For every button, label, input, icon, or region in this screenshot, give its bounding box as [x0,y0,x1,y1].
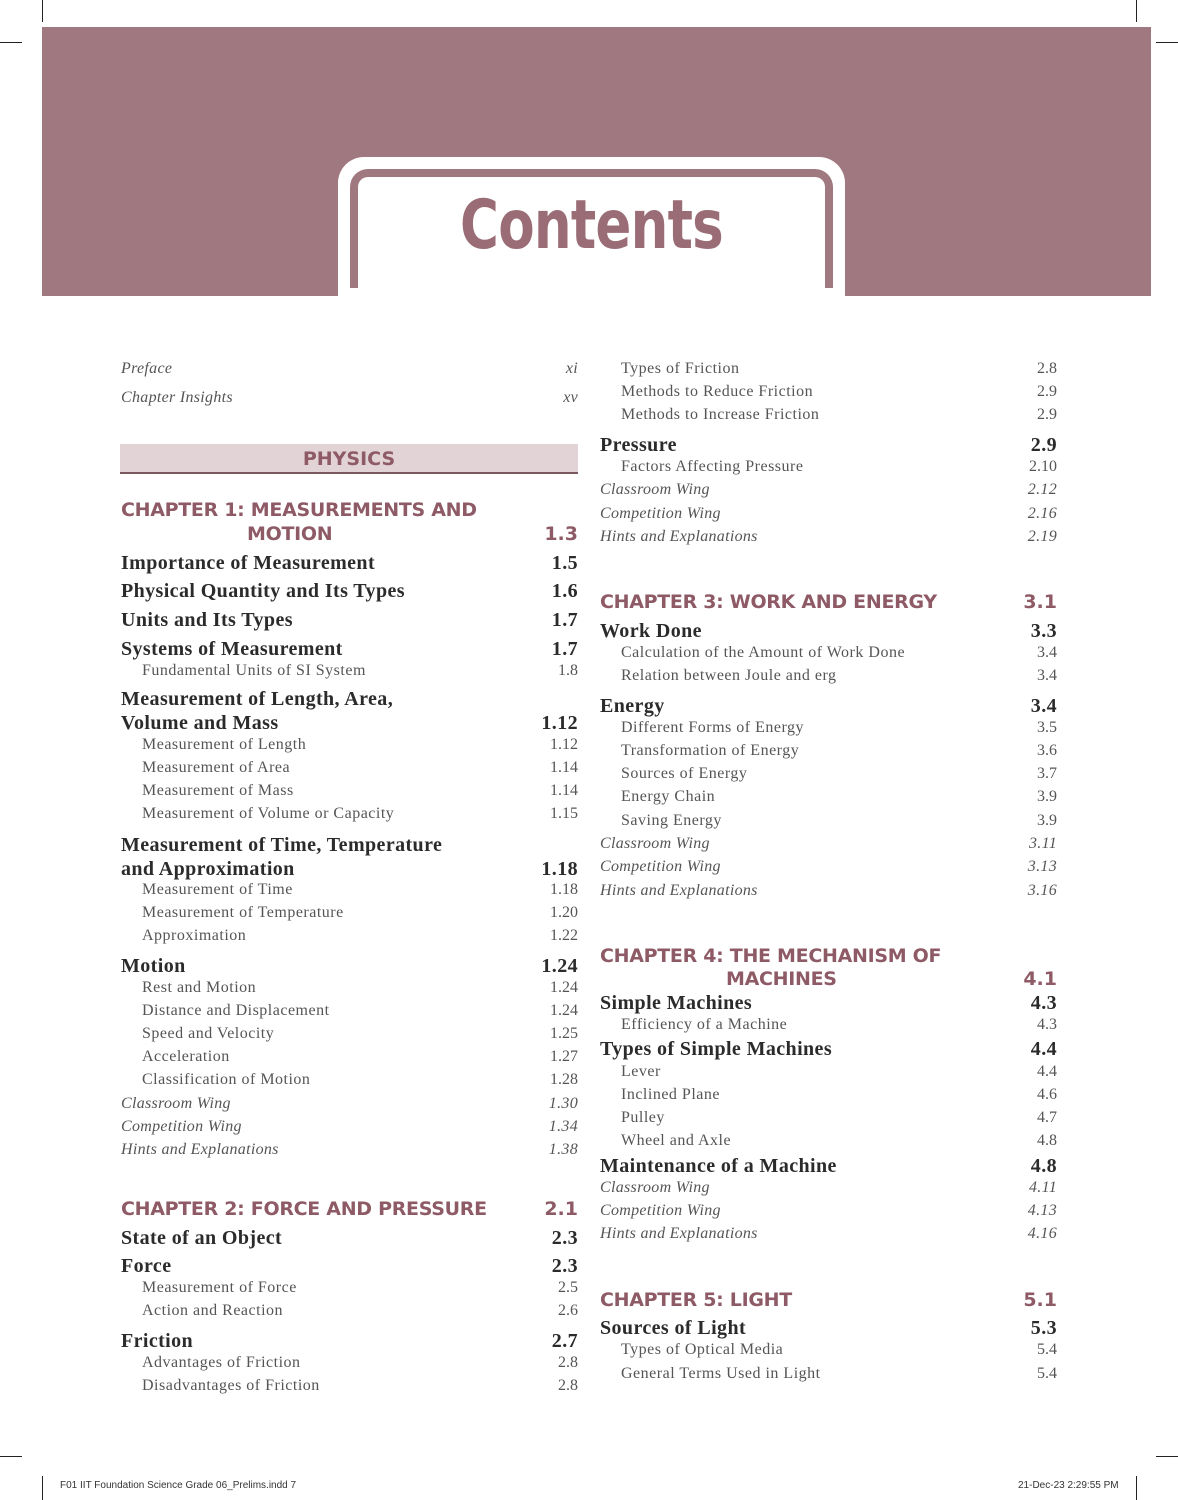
toc-entry-page: 3.6 [1037,742,1057,759]
toc-entry-title: Measurement of Volume or Capacity [142,805,395,822]
toc-entry-page: 2.8 [1037,360,1057,377]
toc-entry [121,389,578,413]
toc-entry-title: Acceleration [142,1048,230,1065]
toc-entry-page: 1.24 [541,955,578,977]
toc-entry [121,736,578,760]
toc-entry-page: 4.16 [1027,1225,1057,1242]
toc-entry-title: Hints and Explanations [121,1141,279,1158]
toc-entry-title: MACHINES [726,968,837,990]
toc-right-column [600,360,1057,1410]
toc-entry-page: 3.4 [1037,644,1057,661]
toc-entry-title: Systems of Measurement [121,638,343,660]
toc-entry [600,1155,1057,1179]
toc-entry-title: CHAPTER 1: MEASUREMENTS AND [121,499,477,521]
toc-entry [600,1016,1057,1040]
toc-entry-page: 4.8 [1037,1132,1057,1149]
toc-entry-page: 5.1 [1023,1289,1057,1311]
toc-entry-page: 3.4 [1030,695,1057,717]
toc-entry-title: Maintenance of a Machine [600,1155,837,1177]
toc-entry-title: Sources of Light [600,1317,747,1339]
toc-entry [600,1109,1057,1133]
toc-entry [600,591,1057,615]
toc-entry [121,1025,578,1049]
toc-entry [600,788,1057,812]
toc-entry-page: 4.6 [1037,1086,1057,1103]
toc-entry-title: Approximation [142,927,247,944]
toc-entry-title: Types of Friction [621,360,740,377]
toc-entry-page: 1.22 [550,927,578,944]
toc-entry [121,499,578,523]
toc-entry [600,1063,1057,1087]
toc-entry-title: Classroom Wing [600,1179,710,1196]
toc-entry [121,927,578,951]
toc-entry-page: 1.3 [544,523,578,545]
toc-entry [600,481,1057,505]
toc-entry-title: General Terms Used in Light [621,1365,821,1382]
toc-entry-page: xi [565,360,578,377]
toc-entry-page: 2.7 [551,1330,578,1352]
toc-entry-page: 2.5 [558,1279,578,1296]
toc-entry [600,882,1057,906]
toc-entry-title: Methods to Reduce Friction [621,383,814,400]
toc-entry [600,1289,1057,1313]
toc-entry-page: 1.28 [550,1071,578,1088]
toc-entry [121,1095,578,1119]
toc-entry [121,1354,578,1378]
toc-entry [600,992,1057,1016]
toc-entry-title: Saving Energy [621,812,722,829]
toc-entry-page: 3.7 [1037,765,1057,782]
toc-entry [600,528,1057,552]
toc-entry [121,1198,578,1222]
toc-entry [600,406,1057,430]
toc-entry-page: 2.6 [558,1302,578,1319]
toc-entry [600,383,1057,407]
toc-entry [121,805,578,829]
toc-entry-page: 5.4 [1037,1365,1057,1382]
toc-entry-title: Factors Affecting Pressure [621,458,804,475]
toc-entry [600,1202,1057,1226]
toc-entry-title: Methods to Increase Friction [621,406,820,423]
toc-entry-title: Hints and Explanations [600,528,758,545]
toc-entry-title: Chapter Insights [121,389,233,406]
toc-entry-page: 3.13 [1027,858,1057,875]
toc-entry-page: 2.9 [1037,383,1057,400]
toc-entry-title: Distance and Displacement [142,1002,330,1019]
toc-entry-title: Force [121,1255,172,1277]
toc-entry-title: Units and Its Types [121,609,293,631]
toc-entry-title: Work Done [600,620,702,642]
toc-entry-title: Energy Chain [621,788,716,805]
toc-entry-page: 1.5 [551,552,578,574]
toc-entry-title: Transformation of Energy [621,742,800,759]
crop-mark [1136,0,1137,22]
toc-entry-page: 2.9 [1037,406,1057,423]
toc-entry-title: Fundamental Units of SI System [142,662,366,679]
toc-entry-page: 1.8 [558,662,578,679]
toc-entry [121,360,578,384]
toc-entry-title: Pressure [600,434,677,456]
toc-entry-page: 4.1 [1023,968,1057,990]
toc-entry-title: Simple Machines [600,992,753,1014]
toc-entry [121,1227,578,1251]
toc-entry [121,1118,578,1142]
toc-entry-title: Measurement of Temperature [142,904,344,921]
toc-entry-page: 2.12 [1027,481,1057,498]
toc-entry-page: 4.7 [1037,1109,1057,1126]
toc-entry-page: 3.9 [1037,812,1057,829]
toc-entry-page: 1.6 [551,580,578,602]
toc-entry-page: 4.4 [1037,1063,1057,1080]
toc-entry-title: CHAPTER 4: THE MECHANISM OF [600,945,942,967]
toc-entry [121,1048,578,1072]
toc-entry-title: Competition Wing [600,505,721,522]
toc-entry-page: 1.12 [541,712,578,734]
crop-mark [1156,42,1178,43]
toc-entry-title: Disadvantages of Friction [142,1377,320,1394]
toc-entry [121,858,578,882]
toc-entry-title: Advantages of Friction [142,1354,301,1371]
toc-entry-title: Relation between Joule and erg [621,667,837,684]
toc-entry-title: Action and Reaction [142,1302,284,1319]
toc-entry-page: 3.5 [1037,719,1057,736]
toc-entry-title: Measurement of Time, Temperature [121,834,443,856]
toc-entry [600,719,1057,743]
toc-entry-page: 4.3 [1037,1016,1057,1033]
toc-entry-page: 2.8 [558,1377,578,1394]
toc-entry-page: 3.4 [1037,667,1057,684]
toc-entry [121,1255,578,1279]
toc-entry-title: Classroom Wing [600,481,710,498]
toc-entry-title: Volume and Mass [121,712,279,734]
toc-entry-title: Classification of Motion [142,1071,311,1088]
toc-entry [600,812,1057,836]
toc-entry-page: 4.3 [1030,992,1057,1014]
toc-entry-title: Rest and Motion [142,979,257,996]
section-heading-physics: PHYSICS [120,444,578,474]
toc-entry-page: 2.1 [544,1198,578,1220]
toc-entry-page: 3.9 [1037,788,1057,805]
toc-entry-title: Pulley [621,1109,665,1126]
page-title: Contents [460,186,723,265]
toc-entry-page: 2.3 [551,1255,578,1277]
toc-entry [121,979,578,1003]
toc-entry [600,458,1057,482]
toc-entry [121,523,578,547]
toc-entry-page: 1.20 [550,904,578,921]
toc-entry-page: 1.14 [550,782,578,799]
toc-entry-title: Wheel and Axle [621,1132,732,1149]
toc-entry [600,765,1057,789]
toc-entry-page: 2.9 [1030,434,1057,456]
toc-entry [121,904,578,928]
toc-entry [600,1341,1057,1365]
toc-entry [121,955,578,979]
toc-entry [600,968,1057,992]
toc-entry-title: Measurement of Time [142,881,293,898]
toc-entry-title: Energy [600,695,665,717]
toc-entry [600,1365,1057,1389]
toc-entry [600,742,1057,766]
toc-entry-title: Competition Wing [121,1118,242,1135]
toc-entry [600,505,1057,529]
toc-entry [600,434,1057,458]
toc-entry-page: 1.18 [541,858,578,880]
toc-entry-title: Competition Wing [600,1202,721,1219]
toc-entry-page: 1.15 [550,805,578,822]
toc-entry-page: 3.11 [1028,835,1057,852]
toc-entry-title: Different Forms of Energy [621,719,804,736]
toc-entry-page: 1.27 [550,1048,578,1065]
toc-entry [121,1330,578,1354]
toc-entry-page: 1.30 [548,1095,578,1112]
toc-entry [121,688,578,712]
toc-entry-title: Friction [121,1330,194,1352]
toc-entry-page: 1.12 [550,736,578,753]
crop-mark [42,0,43,22]
toc-entry-page: 2.10 [1029,458,1057,475]
toc-entry [600,1132,1057,1156]
toc-entry-title: MOTION [247,523,333,545]
toc-entry [121,609,578,633]
toc-entry-title: Types of Optical Media [621,1341,784,1358]
toc-entry-title: Classroom Wing [600,835,710,852]
toc-entry-page: 5.3 [1030,1317,1057,1339]
crop-mark [0,42,22,43]
toc-entry-title: Measurement of Area [142,759,291,776]
toc-left-column [121,360,578,1410]
footer-file-info: F01 IIT Foundation Science Grade 06_Prelims.indd 7 [60,1480,297,1491]
toc-entry-page: 1.7 [551,638,578,660]
toc-entry [600,695,1057,719]
toc-entry [600,360,1057,384]
toc-entry [121,1141,578,1165]
toc-entry [121,552,578,576]
toc-entry [600,945,1057,969]
toc-entry-page: 4.11 [1028,1179,1057,1196]
toc-entry [121,662,578,686]
toc-entry-title: Calculation of the Amount of Work Done [621,644,906,661]
toc-entry [600,1317,1057,1341]
toc-entry-page: 5.4 [1037,1341,1057,1358]
toc-entry [600,858,1057,882]
toc-entry [600,620,1057,644]
toc-entry-title: CHAPTER 5: LIGHT [600,1289,792,1311]
toc-entry-title: Hints and Explanations [600,1225,758,1242]
toc-entry [121,580,578,604]
crop-mark [1156,1456,1178,1457]
toc-entry-title: Classroom Wing [121,1095,231,1112]
toc-entry [121,881,578,905]
toc-entry [600,1086,1057,1110]
toc-entry [121,1002,578,1026]
toc-entry [121,1302,578,1326]
toc-entry [121,712,578,736]
toc-entry-page: 2.16 [1027,505,1057,522]
toc-entry-title: Physical Quantity and Its Types [121,580,405,602]
footer-timestamp: 21-Dec-23 2:29:55 PM [1018,1480,1119,1491]
toc-entry-title: Speed and Velocity [142,1025,275,1042]
toc-entry-page: 1.34 [548,1118,578,1135]
toc-entry [600,1225,1057,1249]
toc-entry [121,1071,578,1095]
toc-entry-page: 1.18 [550,881,578,898]
toc-entry-title: Efficiency of a Machine [621,1016,788,1033]
crop-mark [42,1476,43,1500]
toc-entry-title: Measurement of Length, Area, [121,688,394,710]
toc-entry-page: 1.24 [550,1002,578,1019]
toc-entry-page: 4.13 [1027,1202,1057,1219]
toc-entry-page: 4.8 [1030,1155,1057,1177]
toc-entry-page: 1.24 [550,979,578,996]
toc-entry [121,782,578,806]
toc-entry-page: xv [563,389,578,406]
toc-entry-title: Competition Wing [600,858,721,875]
toc-entry-title: Sources of Energy [621,765,748,782]
crop-mark [1136,1476,1137,1500]
toc-entry-title: CHAPTER 2: FORCE AND PRESSURE [121,1198,487,1220]
toc-entry-title: Preface [121,360,173,377]
toc-entry [121,1377,578,1401]
toc-entry-page: 3.1 [1023,591,1057,613]
toc-entry [600,1038,1057,1062]
toc-entry-title: and Approximation [121,858,295,880]
toc-entry [121,834,578,858]
toc-entry-page: 4.4 [1030,1038,1057,1060]
toc-entry-title: State of an Object [121,1227,283,1249]
toc-entry-page: 2.19 [1027,528,1057,545]
toc-entry-page: 2.8 [558,1354,578,1371]
toc-entry [121,638,578,662]
toc-entry [600,644,1057,668]
toc-entry-title: Importance of Measurement [121,552,376,574]
toc-entry-title: Motion [121,955,186,977]
toc-entry [121,1279,578,1303]
toc-entry-page: 3.16 [1027,882,1057,899]
toc-entry [600,835,1057,859]
toc-entry-page: 1.38 [548,1141,578,1158]
toc-entry-title: Inclined Plane [621,1086,720,1103]
toc-entry-page: 1.14 [550,759,578,776]
toc-entry-page: 2.3 [551,1227,578,1249]
toc-entry-title: Hints and Explanations [600,882,758,899]
toc-entry-title: Types of Simple Machines [600,1038,833,1060]
toc-entry [121,759,578,783]
toc-entry [600,1179,1057,1203]
toc-entry-page: 3.3 [1030,620,1057,642]
toc-entry-title: Measurement of Mass [142,782,294,799]
toc-entry-page: 1.7 [551,609,578,631]
toc-entry-title: Measurement of Length [142,736,307,753]
title-tab-base [338,288,845,298]
toc-entry-page: 1.25 [550,1025,578,1042]
toc-entry-title: Lever [621,1063,661,1080]
toc-entry [600,667,1057,691]
crop-mark [0,1456,22,1457]
toc-entry-title: Measurement of Force [142,1279,297,1296]
toc-entry-title: CHAPTER 3: WORK AND ENERGY [600,591,937,613]
